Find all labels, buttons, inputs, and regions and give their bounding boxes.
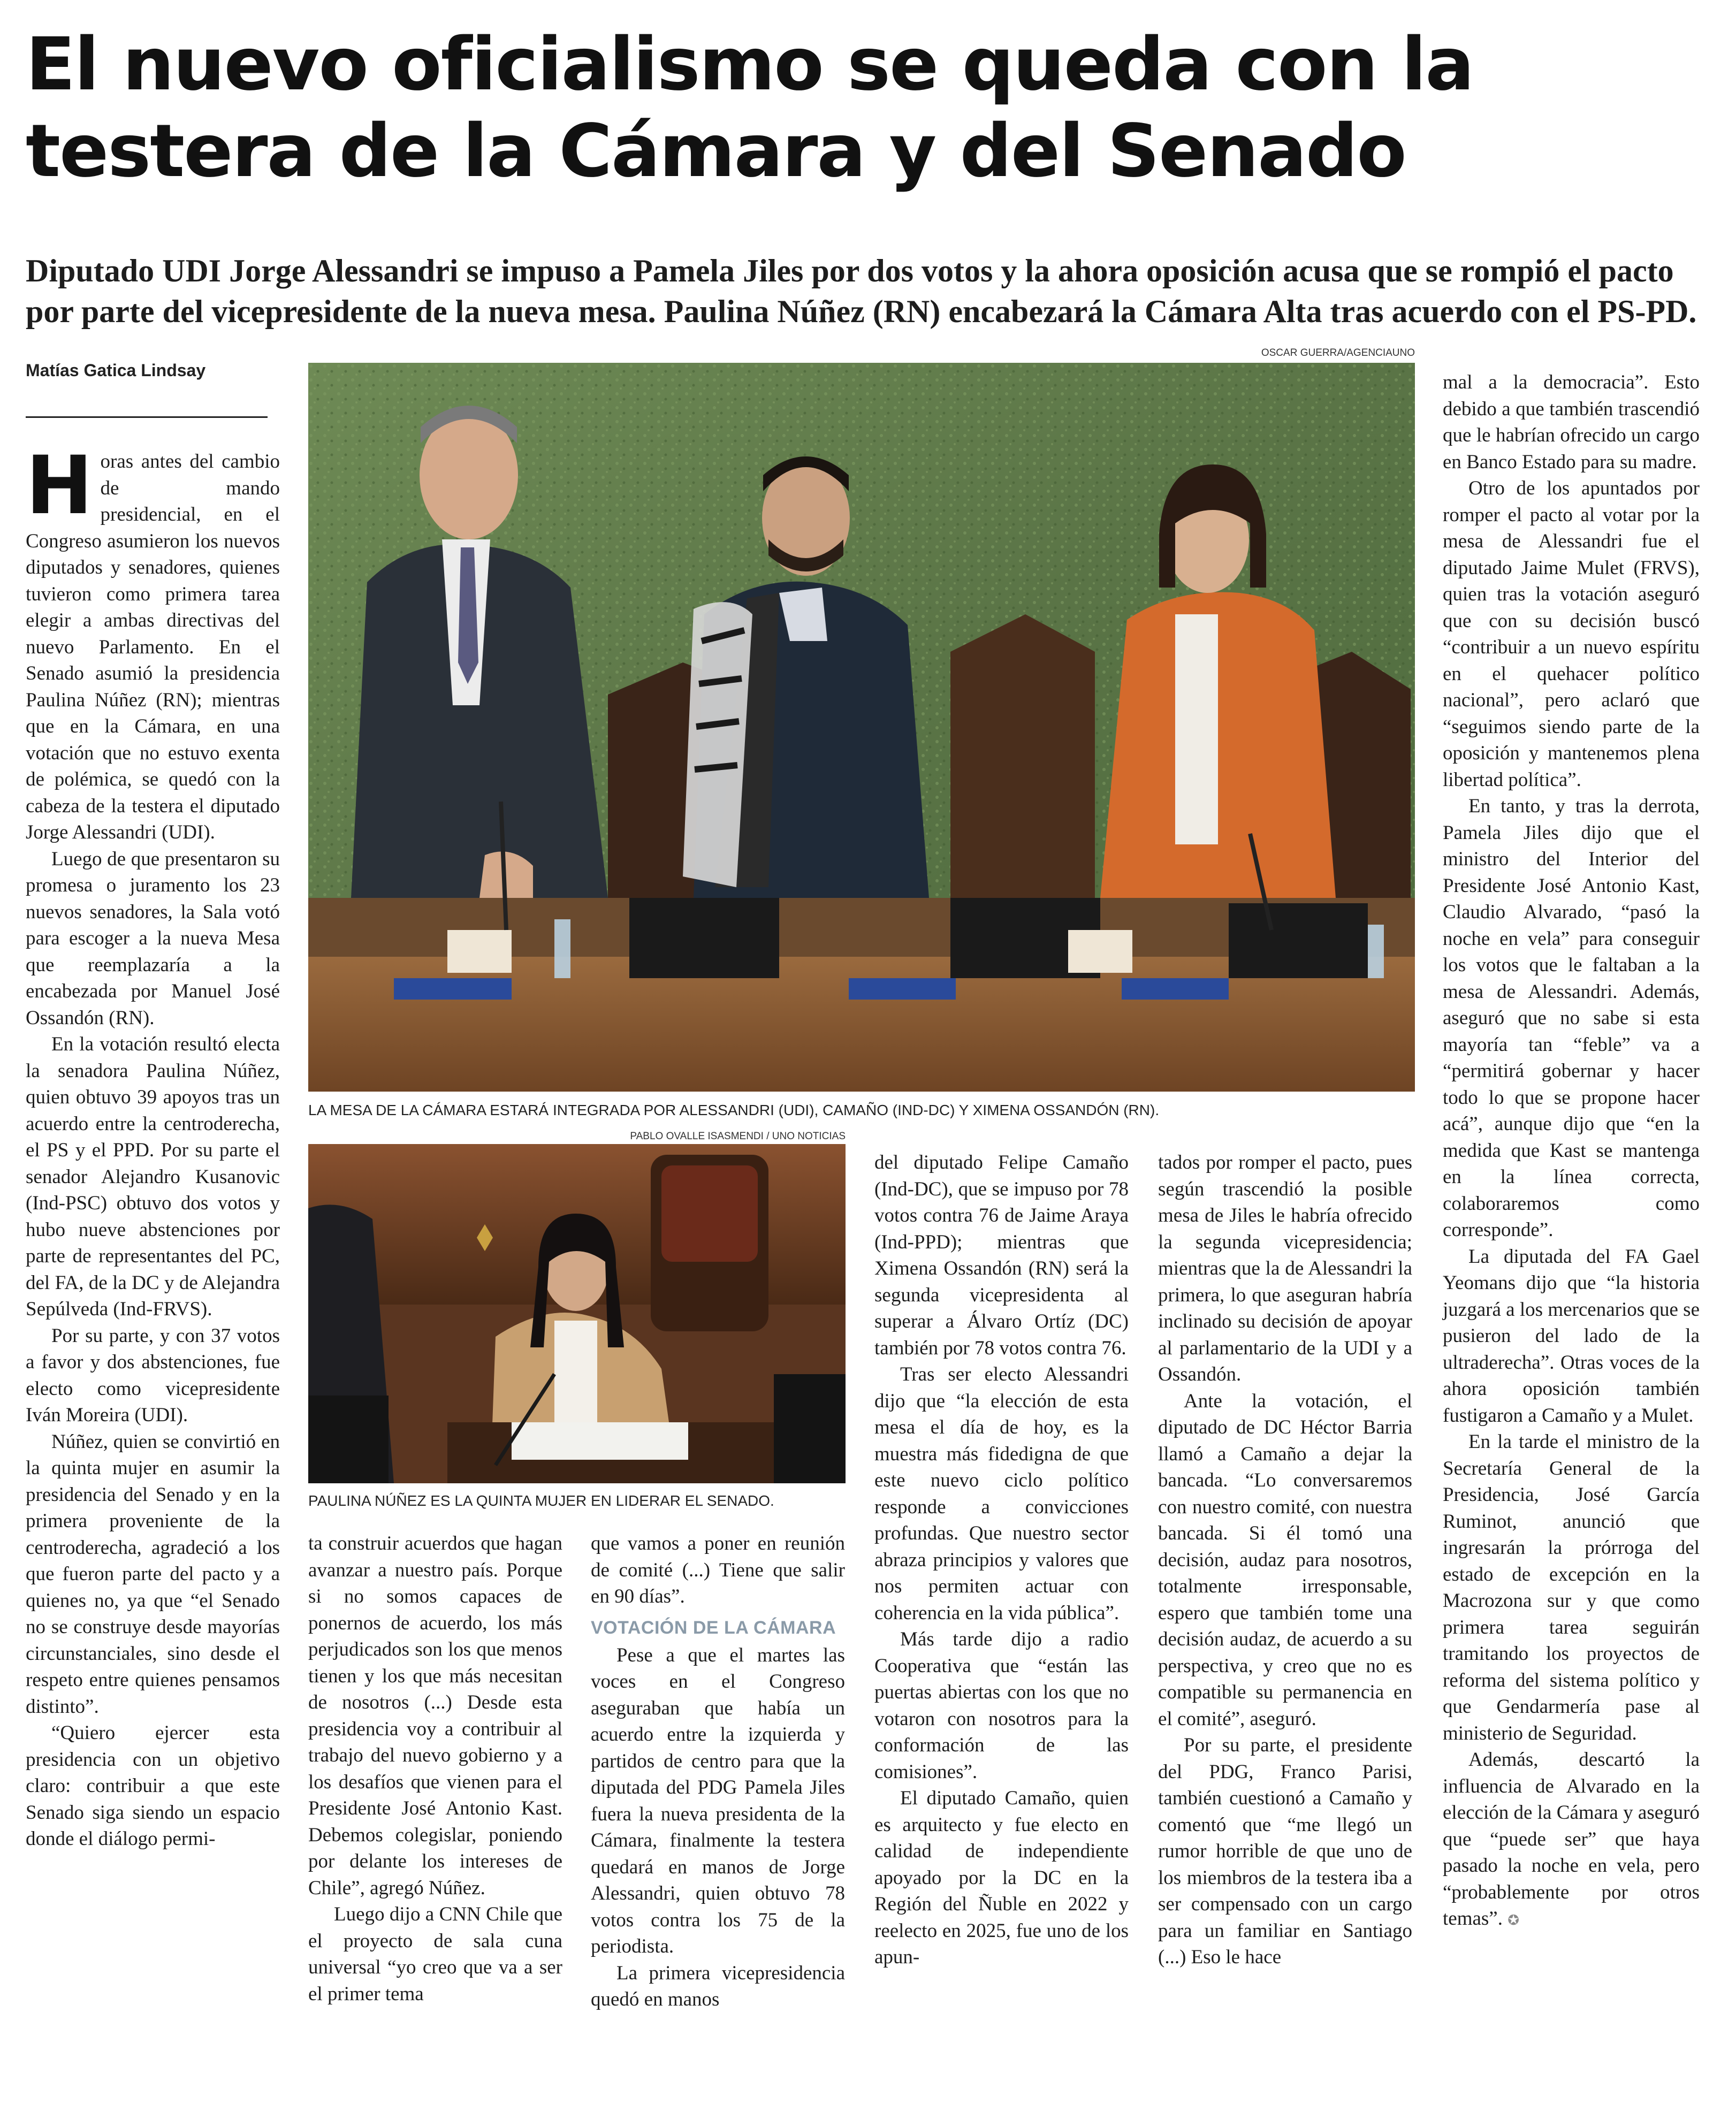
- paragraph: Pese a que el martes las voces en el Congreso aseguraban que había un acuerdo entre la izquierda y partidos de centro para que la diputada del PDG Pamela Jiles fuera la nueva presidenta de la Cámara, finalmente la testera quedará en manos de Jorge Alessandri, quien obtuvo 78 votos contra los 75 de la periodista.: [591, 1644, 845, 1957]
- headline-line-1: El nuevo oficialismo se queda con la: [26, 22, 1474, 107]
- subhead: Diputado UDI Jorge Alessandri se impuso a Pamela Jiles por dos votos y la ahora oposición acusa que se rompió el pacto por parte del vicepresidente de la nueva mesa. Paulina Núñez (RN) encabezará la Cámara Alta tras acuerdo con el PS-PD.: [26, 253, 1697, 329]
- paragraph: [1443, 1747, 1700, 1934]
- paragraph: Por su parte, y con 37 votos a favor y dos abstenciones, fue electo como vicepresidente Iván Moreira (UDI).: [26, 1324, 280, 1426]
- column-6: [1443, 369, 1700, 1934]
- paragraph: del diputado Felipe Camaño (Ind-DC), que se impuso por 78 votos contra 76 de Jaime Araya (Ind-PPD); mientras que Ximena Ossandón (RN) será la segunda vicepresidenta al superar a Álvaro Ortíz (DC) también por 78 votos contra 76.: [874, 1152, 1129, 1359]
- paragraph: Por su parte, el presidente del PDG, Franco Parisi, también cuestionó a Camaño y comentó que “me llegó un rumor horrible de que uno de los miembros de la testera iba a ser compensado con un cargo para un familiar en Santiago (...) Eso le hace: [1158, 1734, 1412, 1968]
- paragraph: ta construir acuerdos que hagan avanzar a nuestro país. Porque si no somos capaces de ponernos de acuerdo, los más perjudicados son los que menos tienen y los que más necesitan de nosotros (...) Desde esta presidencia voy a contribuir al trabajo del nuevo gobierno y a los desafíos que vienen para el Presidente José Antonio Kast. Debemos colegislar, poniendo por delante los intereses de Chile”, agregó Núñez.: [308, 1533, 562, 1899]
- water-bottle: [1368, 925, 1384, 978]
- name-card: [1068, 930, 1132, 973]
- column-1: [26, 439, 280, 1853]
- second-photo-credit: PABLO OVALLE ISASMENDI / UNO NOTICIAS: [630, 1131, 846, 1142]
- paragraph: Más tarde dijo a radio Cooperativa que “están las puertas abiertas con los que no votaron con nosotros para la conformación de las comisiones”.: [874, 1628, 1129, 1783]
- chair: [950, 614, 1095, 898]
- paragraph: En la tarde el ministro de la Secretaría General de la Presidencia, José García Ruminot, anunció que ingresarán la prórroga del estado de excepción en la Macrozona sur y que como primera tarea seguirán tramitando los proyectos de reforma del sistema político y que Gendarmería pase al ministerio de Seguridad.: [1443, 1431, 1700, 1744]
- main-photo: [308, 363, 1415, 1092]
- paragraph: La diputada del FA Gael Yeomans dijo que “la historia juzgará a los mercenarios que se pusieron del lado de la ultraderecha”. Otras voces de la ahora oposición también fustigaron a Camaño y a Mulet.: [1443, 1245, 1700, 1427]
- paragraph: mal a la democracia”. Esto debido a que también trascendió que le habrían ofrecido un cargo en Banco Estado para su madre.: [1443, 371, 1700, 473]
- column-4: [874, 1149, 1129, 1971]
- monitor: [1229, 903, 1368, 978]
- section-title: VOTACIÓN DE LA CÁMARA: [591, 1617, 836, 1638]
- paragraph: En la votación resultó electa la senadora Paulina Núñez, quien obtuvo 39 apoyos tras un acuerdo entre la centroderecha, el PS y el PPD. Por su parte el senador Alejandro Kusanovic (Ind-PSC) obtuvo dos votos y hubo nueve abstenciones por parte de representantes del PC, del FA, de la DC y de Alejandra Sepúlveda (Ind-FRVS).: [26, 1033, 280, 1320]
- paragraph-text: Además, descartó la influencia de Alvarado en la elección de la Cámara y aseguró que “puede ser” que haya pasado la noche en vela, pero “probablemente por otros temas”.: [1443, 1749, 1700, 1930]
- paragraph: [26, 439, 280, 846]
- monitor: [774, 1374, 846, 1483]
- paragraph: Luego dijo a CNN Chile que el proyecto de sala cuna universal “yo creo que va a ser el primer tema: [308, 1903, 562, 2005]
- headline: [26, 21, 1717, 195]
- paragraph: En tanto, y tras la derrota, Pamela Jiles dijo que el ministro del Interior del Presidente José Antonio Kast, Claudio Alvarado, “pasó la noche en vela” para conseguir los votos que le faltaban a la mesa de Alessandri. Además, aseguró que no sabe si esta mayoría tan “feble” va a “permitirá gobernar y hacer todo lo que se propone hacer acá”, aunque dijo que “en la medida que Kast se mantenga en la línea correcta, colaboraremos como corresponde”.: [1443, 795, 1700, 1241]
- paragraph: Núñez, quien se convirtió en la quinta mujer en asumir la presidencia del Senado y en la primera proveniente de la centroderecha, agradeció a los que fueron parte del pacto y a quienes no, ya que “el Senado no se construye desde mayorías circunstanciales, sino desde el respeto entre quienes pensamos distinto”.: [26, 1430, 280, 1718]
- folder: [849, 978, 956, 1000]
- paragraph: Tras ser electo Alessandri dijo que “la elección de esta mesa el día de hoy, es la muestra más fidedigna de que este nuevo ciclo político responde a convicciones profundas. Que nuestro sector abraza principios y valores que nos permiten actuar con coherencia en la vida pública”.: [874, 1363, 1129, 1624]
- main-photo-credit: OSCAR GUERRA/AGENCIAUNO: [1261, 347, 1415, 359]
- paragraph: El diputado Camaño, quien es arquitecto y fue electo en calidad de independiente apoyado por la DC en la Región del Ñuble en 2022 y reelecto en 2025, fue uno de los apun-: [874, 1787, 1129, 1968]
- water-bottle: [554, 919, 570, 978]
- folder: [394, 978, 512, 1000]
- paragraph: tados por romper el pacto, pues según trascendió la posible mesa de Jiles le habría ofrecido la segunda vicepresidencia; mientras que la de Alessandri la primera, lo que aseguran habría inclinado su decisión de apoyar al parlamentario de la UDI y a Ossandón.: [1158, 1152, 1412, 1385]
- byline-rule: [26, 416, 268, 418]
- column-2: [308, 1530, 562, 2007]
- senate-scene: [308, 1144, 846, 1483]
- paragraph: La primera vicepresidencia quedó en manos: [591, 1962, 845, 2010]
- paragraph: “Quiero ejercer esta presidencia con un objetivo claro: contribuir a que este Senado siga siendo un espacio donde el diálogo permi-: [26, 1722, 280, 1850]
- headline-line-2: testera de la Cámara y del Senado: [26, 109, 1406, 194]
- byline: Matías Gatica Lindsay: [26, 361, 206, 380]
- dropcap: H: [26, 439, 93, 532]
- monitor: [629, 898, 779, 978]
- name-card: [447, 930, 512, 973]
- paragraph: Otro de los apuntados por romper el pacto al votar por la mesa de Alessandri fue el diputado Jaime Mulet (FRVS), quien tras la votación aseguró que con su decisión buscó “contribuir a un nuevo espíritu en el quehacer político nacional”, pero aclaró que “seguimos siendo parte de la oposición y mantenemos plena libertad política”.: [1443, 477, 1700, 791]
- folder: [1122, 978, 1229, 1000]
- second-photo: [308, 1144, 846, 1483]
- column-5: [1158, 1149, 1412, 1971]
- paragraph: que vamos a poner en reunión de comité (...) Tiene que salir en 90 días”.: [591, 1533, 845, 1607]
- document: [512, 1422, 688, 1460]
- chamber-table-scene: [308, 363, 1415, 1092]
- paragraph: Luego de que presentaron su promesa o juramento los 23 nuevos senadores, la Sala votó para escoger a la nueva Mesa que reemplazaría a la encabezada por Manuel José Ossandón (RN).: [26, 848, 280, 1029]
- paragraph: Ante la votación, el diputado de DC Héctor Barria llamó a Camaño a dejar la bancada. “Lo conversaremos con nuestro comité, con nuestra bancada. Si él tomó una decisión, audaz para nosotros, totalmente irresponsable, espero que también tome una decisión audaz, de acuerdo a su perspectiva, y creo que no es compatible su permanencia en el comité”, aseguró.: [1158, 1390, 1412, 1730]
- second-photo-caption: PAULINA NÚÑEZ ES LA QUINTA MUJER EN LIDERAR EL SENADO.: [308, 1492, 774, 1509]
- column-3: [591, 1530, 845, 2013]
- monitor: [308, 1396, 389, 1483]
- paragraph-text: oras antes del cambio de mando presidencial, en el Congreso asumieron los nuevos diputados y senadores, quienes tuvieron como primera tarea elegir a ambas directivas del nuevo Parlamento. En el Senado asumió la presidencia Paulina Núñez (RN); mientras que en la Cámara, en una votación que no estuvo exenta de polémica, se quedó con la cabeza de la testera el diputado Jorge Alessandri (UDI).: [26, 451, 280, 843]
- main-photo-caption: LA MESA DE LA CÁMARA ESTARÁ INTEGRADA POR ALESSANDRI (UDI), CAMAÑO (IND-DC) Y XIMENA OSSANDÓN (RN).: [308, 1102, 1160, 1118]
- end-mark-icon: ✪: [1507, 1912, 1520, 1928]
